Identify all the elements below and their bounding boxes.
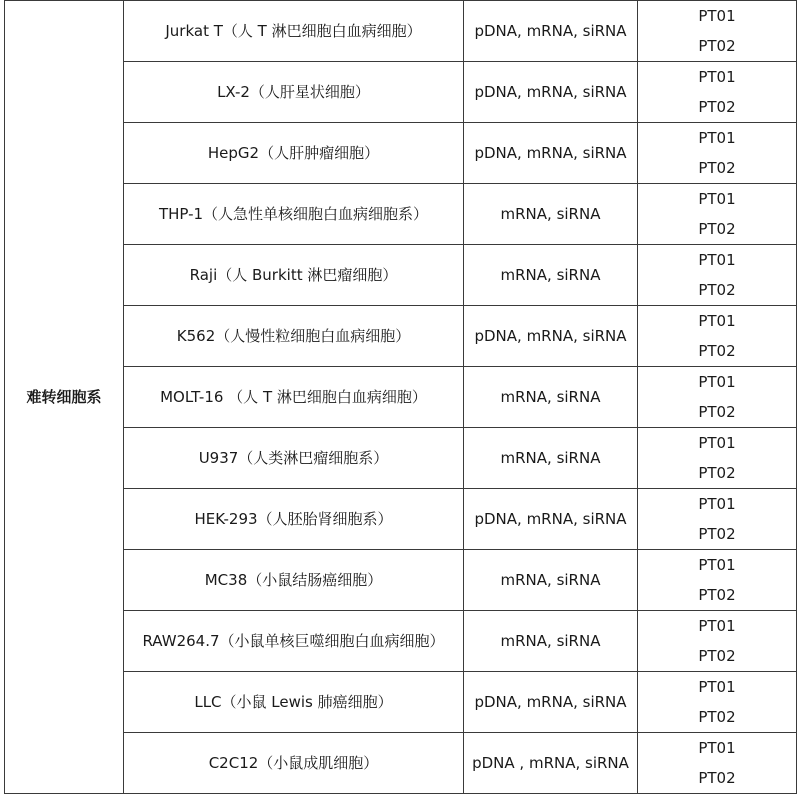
- nucleic-acid-types: pDNA, mRNA, siRNA: [464, 62, 638, 123]
- product-codes: [638, 550, 797, 611]
- product-code: PT01: [698, 251, 736, 269]
- product-code-stack: [638, 550, 796, 610]
- product-codes: [638, 611, 797, 672]
- product-code-stack: [638, 184, 796, 244]
- cell-line-name-text: HepG2（人肝肿瘤细胞）: [207, 144, 380, 162]
- product-codes: [638, 62, 797, 123]
- cell-line-name-text: U937（人类淋巴瘤细胞系）: [198, 449, 389, 467]
- category-label: 难转细胞系: [5, 1, 124, 794]
- table-row: [5, 1, 797, 62]
- product-code: PT02: [698, 464, 736, 482]
- table-row: [5, 123, 797, 184]
- cell-line-name-text: Jurkat T（人 T 淋巴细胞白血病细胞）: [165, 22, 422, 40]
- cell-line-name: [124, 184, 464, 245]
- nucleic-acid-types: pDNA , mRNA, siRNA: [464, 733, 638, 794]
- table-row: [5, 62, 797, 123]
- product-code-stack: [638, 672, 796, 732]
- cell-line-name: [124, 611, 464, 672]
- cell-line-name-text: HEK-293（人胚胎肾细胞系）: [194, 510, 393, 528]
- table-row: [5, 672, 797, 733]
- cell-line-name: [124, 672, 464, 733]
- product-code: PT01: [698, 373, 736, 391]
- nucleic-acid-types: mRNA, siRNA: [464, 428, 638, 489]
- cell-line-name: [124, 550, 464, 611]
- product-code: PT01: [698, 739, 736, 757]
- product-code: PT02: [698, 403, 736, 421]
- cell-line-name-text: THP-1（人急性单核细胞白血病细胞系）: [158, 205, 429, 223]
- product-code: PT01: [698, 495, 736, 513]
- product-code-stack: [638, 611, 796, 671]
- product-code: PT02: [698, 647, 736, 665]
- product-code-stack: [638, 62, 796, 122]
- product-code: PT02: [698, 708, 736, 726]
- cell-line-name: [124, 62, 464, 123]
- cell-line-name-text: K562（人慢性粒细胞白血病细胞）: [176, 327, 411, 345]
- nucleic-acid-types: pDNA, mRNA, siRNA: [464, 672, 638, 733]
- cell-line-name: [124, 123, 464, 184]
- table-row: [5, 550, 797, 611]
- product-code-stack: [638, 306, 796, 366]
- table-row: [5, 489, 797, 550]
- cell-line-name: [124, 306, 464, 367]
- product-code: PT01: [698, 190, 736, 208]
- product-code-stack: [638, 123, 796, 183]
- product-code-stack: [638, 733, 796, 793]
- table-row: [5, 184, 797, 245]
- product-code: PT02: [698, 281, 736, 299]
- cell-line-name: [124, 733, 464, 794]
- product-code: PT01: [698, 556, 736, 574]
- cell-line-table: [4, 0, 797, 794]
- product-code-stack: [638, 367, 796, 427]
- product-code: PT01: [698, 617, 736, 635]
- product-codes: [638, 306, 797, 367]
- table-row: [5, 245, 797, 306]
- product-code: PT01: [698, 678, 736, 696]
- product-code: PT01: [698, 312, 736, 330]
- cell-line-name: [124, 489, 464, 550]
- product-codes: [638, 123, 797, 184]
- nucleic-acid-types: mRNA, siRNA: [464, 184, 638, 245]
- cell-line-name: [124, 245, 464, 306]
- product-code-stack: [638, 245, 796, 305]
- product-code: PT02: [698, 769, 736, 787]
- table-row: [5, 733, 797, 794]
- product-code: PT02: [698, 342, 736, 360]
- table-row: [5, 428, 797, 489]
- cell-line-name-text: C2C12（小鼠成肌细胞）: [208, 754, 379, 772]
- product-code: PT01: [698, 7, 736, 25]
- product-codes: [638, 733, 797, 794]
- product-code: PT01: [698, 434, 736, 452]
- product-code: PT02: [698, 98, 736, 116]
- cell-line-name-text: LX-2（人肝星状细胞）: [217, 83, 370, 101]
- product-code-stack: [638, 428, 796, 488]
- cell-line-name: [124, 428, 464, 489]
- cell-line-name: [124, 1, 464, 62]
- nucleic-acid-types: mRNA, siRNA: [464, 611, 638, 672]
- product-code: PT02: [698, 37, 736, 55]
- product-code: PT02: [698, 525, 736, 543]
- product-code-stack: [638, 489, 796, 549]
- cell-line-name-text: MC38（小鼠结肠癌细胞）: [204, 571, 383, 589]
- product-codes: [638, 245, 797, 306]
- product-code: PT01: [698, 68, 736, 86]
- nucleic-acid-types: pDNA, mRNA, siRNA: [464, 489, 638, 550]
- nucleic-acid-types: pDNA, mRNA, siRNA: [464, 123, 638, 184]
- product-code: PT02: [698, 586, 736, 604]
- nucleic-acid-types: mRNA, siRNA: [464, 367, 638, 428]
- product-code: PT02: [698, 159, 736, 177]
- product-codes: [638, 367, 797, 428]
- nucleic-acid-types: mRNA, siRNA: [464, 550, 638, 611]
- product-code: PT01: [698, 129, 736, 147]
- table-row: [5, 611, 797, 672]
- cell-line-name-text: Raji（人 Burkitt 淋巴瘤细胞）: [189, 266, 398, 284]
- cell-line-name-text: RAW264.7（小鼠单核巨噬细胞白血病细胞）: [142, 632, 445, 650]
- product-code-stack: [638, 1, 796, 61]
- cell-line-name-text: LLC（小鼠 Lewis 肺癌细胞）: [194, 693, 393, 711]
- nucleic-acid-types: mRNA, siRNA: [464, 245, 638, 306]
- product-code: PT02: [698, 220, 736, 238]
- product-codes: [638, 428, 797, 489]
- cell-line-name-text: MOLT-16 （人 T 淋巴细胞白血病细胞）: [160, 388, 427, 406]
- table-row: [5, 306, 797, 367]
- product-codes: [638, 184, 797, 245]
- table-body: [5, 1, 797, 794]
- product-codes: [638, 1, 797, 62]
- product-codes: [638, 489, 797, 550]
- nucleic-acid-types: pDNA, mRNA, siRNA: [464, 306, 638, 367]
- nucleic-acid-types: pDNA, mRNA, siRNA: [464, 1, 638, 62]
- table-row: [5, 367, 797, 428]
- cell-line-name: [124, 367, 464, 428]
- product-codes: [638, 672, 797, 733]
